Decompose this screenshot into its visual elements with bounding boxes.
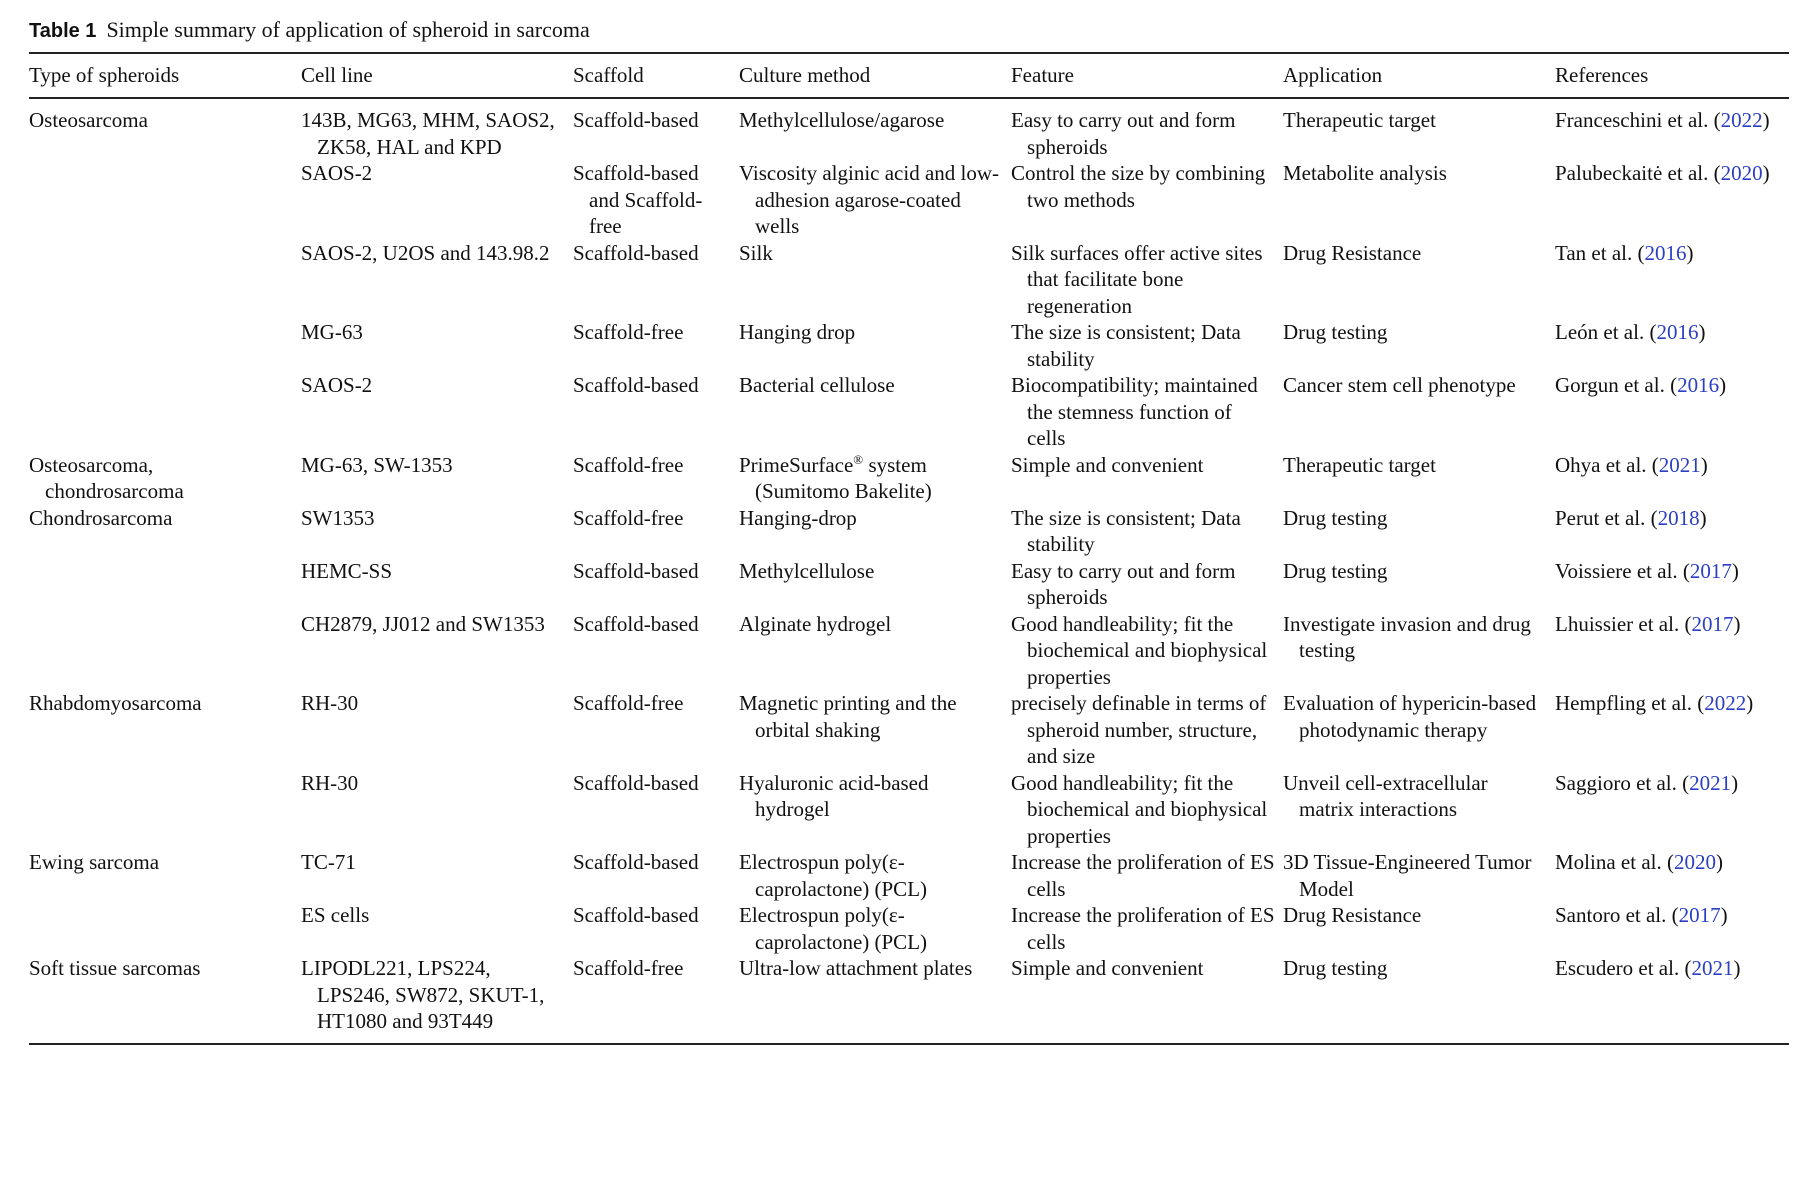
cell-method: Viscosity alginic acid and low-adhesion agarose-coated wells: [739, 161, 1000, 238]
cell-feature: Simple and convenient: [1011, 452, 1204, 477]
header-application: Application: [1283, 53, 1555, 98]
cell-feature: precisely definable in terms of spheroid number, structure, and size: [1011, 691, 1267, 768]
cell-feature: Good handleability; fit the biochemical and biophysical properties: [1011, 611, 1268, 689]
cell-application: Investigate invasion and drug testing: [1283, 611, 1531, 662]
cell-line: MG-63: [301, 320, 363, 344]
cell-application: Drug testing: [1283, 956, 1388, 980]
cell-application: Therapeutic target: [1283, 108, 1436, 132]
cell-reference: Molina et al. (2020): [1555, 850, 1723, 874]
cell-method: Methylcellulose/agarose: [739, 108, 945, 132]
table-row: [29, 611, 1789, 691]
cell-feature: Simple and convenient: [1011, 956, 1204, 980]
cell-reference: Tan et al. (2016): [1555, 240, 1694, 265]
cell-reference: Perut et al. (2018): [1555, 505, 1707, 530]
cell-scaffold: Scaffold-based: [573, 373, 699, 397]
cell-application: Drug testing: [1283, 505, 1388, 530]
cell-line: SAOS-2: [301, 373, 373, 397]
cell-type: Chondrosarcoma: [29, 505, 173, 530]
cell-application: Evaluation of hypericin-based photodynamic therapy: [1283, 691, 1537, 742]
cell-reference: Voissiere et al. (2017): [1555, 558, 1739, 583]
cell-feature: Increase the proliferation of ES cells: [1011, 903, 1275, 954]
table-row: [29, 240, 1789, 320]
cell-scaffold: Scaffold-based: [573, 770, 699, 795]
citation-link[interactable]: 2022: [1704, 691, 1747, 715]
cell-type: [29, 372, 301, 452]
cell-method: Electrospun poly(ε-caprolactone) (PCL): [739, 850, 928, 901]
cell-reference: León et al. (2016): [1555, 320, 1706, 344]
cell-scaffold: Scaffold-based: [573, 558, 699, 583]
citation-link[interactable]: 2016: [1644, 240, 1687, 265]
cell-application: Drug Resistance: [1283, 240, 1422, 265]
cell-scaffold: Scaffold-based: [573, 850, 699, 874]
cell-reference: Ohya et al. (2021): [1555, 452, 1708, 477]
cell-feature: Control the size by combining two methods: [1011, 161, 1266, 212]
cell-feature: Good handleability; fit the biochemical and biophysical properties: [1011, 770, 1268, 848]
citation-link[interactable]: 2016: [1677, 373, 1720, 397]
header-type: Type of spheroids: [29, 53, 301, 98]
page: [29, 12, 1789, 1045]
cell-scaffold: Scaffold-free: [573, 505, 684, 530]
citation-link[interactable]: 2017: [1678, 903, 1721, 927]
cell-type: Rhabdomyosarcoma: [29, 691, 202, 715]
table-row: [29, 98, 1789, 160]
cell-application: Drug testing: [1283, 320, 1388, 344]
citation-link[interactable]: 2017: [1689, 558, 1732, 583]
cell-application: Therapeutic target: [1283, 452, 1436, 477]
cell-application: Metabolite analysis: [1283, 161, 1447, 185]
cell-line: LIPODL221, LPS224, LPS246, SW872, SKUT-1, HT1080 and 93T449: [301, 956, 545, 1033]
cell-reference: Saggioro et al. (2021): [1555, 770, 1739, 795]
cell-method: Alginate hydrogel: [739, 611, 892, 636]
cell-scaffold: Scaffold-free: [573, 691, 684, 715]
cell-scaffold: Scaffold-free: [573, 956, 684, 980]
cell-type: Ewing sarcoma: [29, 850, 160, 874]
table-row: [29, 690, 1789, 770]
cell-application: Drug Resistance: [1283, 903, 1422, 927]
cell-type: Osteosarcoma: [29, 108, 148, 132]
cell-type: [29, 160, 301, 240]
cell-line: SAOS-2, U2OS and 143.98.2: [301, 240, 550, 265]
cell-line: RH-30: [301, 770, 359, 795]
cell-method: Silk: [739, 240, 773, 265]
table-row: [29, 160, 1789, 240]
table-row: [29, 849, 1789, 902]
cell-line: HEMC-SS: [301, 558, 393, 583]
cell-method: Ultra-low attachment plates: [739, 956, 973, 980]
cell-type: [29, 611, 301, 691]
header-feature: Feature: [1011, 53, 1283, 98]
cell-application: Cancer stem cell phenotype: [1283, 373, 1516, 397]
cell-scaffold: Scaffold-based and Scaffold-free: [573, 161, 703, 238]
cell-reference: Palubeckaitė et al. (2020): [1555, 161, 1770, 185]
cell-application: Unveil cell-extracellular matrix interactions: [1283, 770, 1488, 821]
cell-line: ES cells: [301, 903, 370, 927]
table-row: [29, 372, 1789, 452]
table-row: [29, 505, 1789, 558]
cell-reference: Franceschini et al. (2022): [1555, 108, 1770, 132]
cell-type: Soft tissue sarcomas: [29, 956, 201, 980]
citation-link[interactable]: 2021: [1691, 956, 1734, 980]
table-row: [29, 770, 1789, 850]
cell-scaffold: Scaffold-based: [573, 903, 699, 927]
cell-type: [29, 558, 301, 611]
cell-line: SW1353: [301, 505, 375, 530]
cell-method: PrimeSurface® system (Sumitomo Bakelite): [739, 451, 932, 503]
cell-type: [29, 319, 301, 372]
table-caption: [29, 12, 1789, 52]
cell-method: Methylcellulose: [739, 558, 875, 583]
header-references: References: [1555, 53, 1789, 98]
cell-type: [29, 902, 301, 955]
header-scaffold: Scaffold: [573, 53, 739, 98]
cell-method: Hyaluronic acid-based hydrogel: [739, 770, 929, 821]
cell-line: CH2879, JJ012 and SW1353: [301, 611, 545, 636]
citation-link[interactable]: 2017: [1691, 611, 1734, 636]
header-row: [29, 53, 1789, 98]
cell-type: [29, 770, 301, 850]
citation-link[interactable]: 2016: [1656, 320, 1699, 344]
cell-scaffold: Scaffold-based: [573, 240, 699, 265]
table-row: [29, 902, 1789, 955]
cell-feature: The size is consistent; Data stability: [1011, 320, 1241, 371]
cell-line: RH-30: [301, 691, 359, 715]
summary-table: [29, 52, 1789, 1045]
citation-link[interactable]: 2021: [1689, 770, 1732, 795]
citation-link[interactable]: 2020: [1673, 850, 1716, 874]
cell-reference: Lhuissier et al. (2017): [1555, 611, 1741, 636]
table-row: [29, 452, 1789, 505]
cell-line: SAOS-2: [301, 161, 373, 185]
cell-feature: Silk surfaces offer active sites that facilitate bone regeneration: [1011, 240, 1263, 318]
cell-feature: Biocompatibility; maintained the stemness function of cells: [1011, 373, 1258, 450]
cell-scaffold: Scaffold-free: [573, 320, 684, 344]
header-culture-method: Culture method: [739, 53, 1011, 98]
citation-link[interactable]: 2020: [1720, 161, 1763, 185]
cell-type: Osteosarcoma, chondrosarcoma: [29, 452, 184, 503]
cell-line: 143B, MG63, MHM, SAOS2, ZK58, HAL and KPD: [301, 108, 555, 159]
citation-link[interactable]: 2021: [1658, 452, 1701, 477]
cell-reference: Gorgun et al. (2016): [1555, 373, 1727, 397]
table-row: [29, 558, 1789, 611]
cell-reference: Santoro et al. (2017): [1555, 903, 1728, 927]
cell-reference: Hempfling et al. (2022): [1555, 691, 1754, 715]
cell-line: MG-63, SW-1353: [301, 452, 453, 477]
cell-reference: Escudero et al. (2021): [1555, 956, 1741, 980]
citation-link[interactable]: 2022: [1720, 108, 1763, 132]
table-label: Table 1: [29, 20, 97, 42]
cell-feature: Easy to carry out and form spheroids: [1011, 108, 1236, 159]
citation-link[interactable]: 2018: [1657, 505, 1700, 530]
cell-feature: Increase the proliferation of ES cells: [1011, 850, 1275, 901]
cell-scaffold: Scaffold-based: [573, 108, 699, 132]
cell-line: TC-71: [301, 850, 356, 874]
cell-scaffold: Scaffold-based: [573, 611, 699, 636]
table-caption-text: Simple summary of application of spheroid in sarcoma: [106, 17, 590, 42]
table-row: [29, 319, 1789, 372]
header-cell-line: Cell line: [301, 53, 573, 98]
cell-feature: Easy to carry out and form spheroids: [1011, 558, 1236, 609]
cell-type: [29, 240, 301, 320]
cell-scaffold: Scaffold-free: [573, 452, 684, 477]
cell-method: Electrospun poly(ε-caprolactone) (PCL): [739, 903, 928, 954]
table-row: [29, 955, 1789, 1044]
cell-feature: The size is consistent; Data stability: [1011, 505, 1241, 556]
cell-method: Hanging drop: [739, 320, 856, 344]
cell-method: Hanging-drop: [739, 505, 857, 530]
cell-method: Bacterial cellulose: [739, 373, 895, 397]
cell-application: Drug testing: [1283, 558, 1388, 583]
cell-method: Magnetic printing and the orbital shaking: [739, 691, 957, 742]
cell-application: 3D Tissue-Engineered Tumor Model: [1283, 850, 1532, 901]
